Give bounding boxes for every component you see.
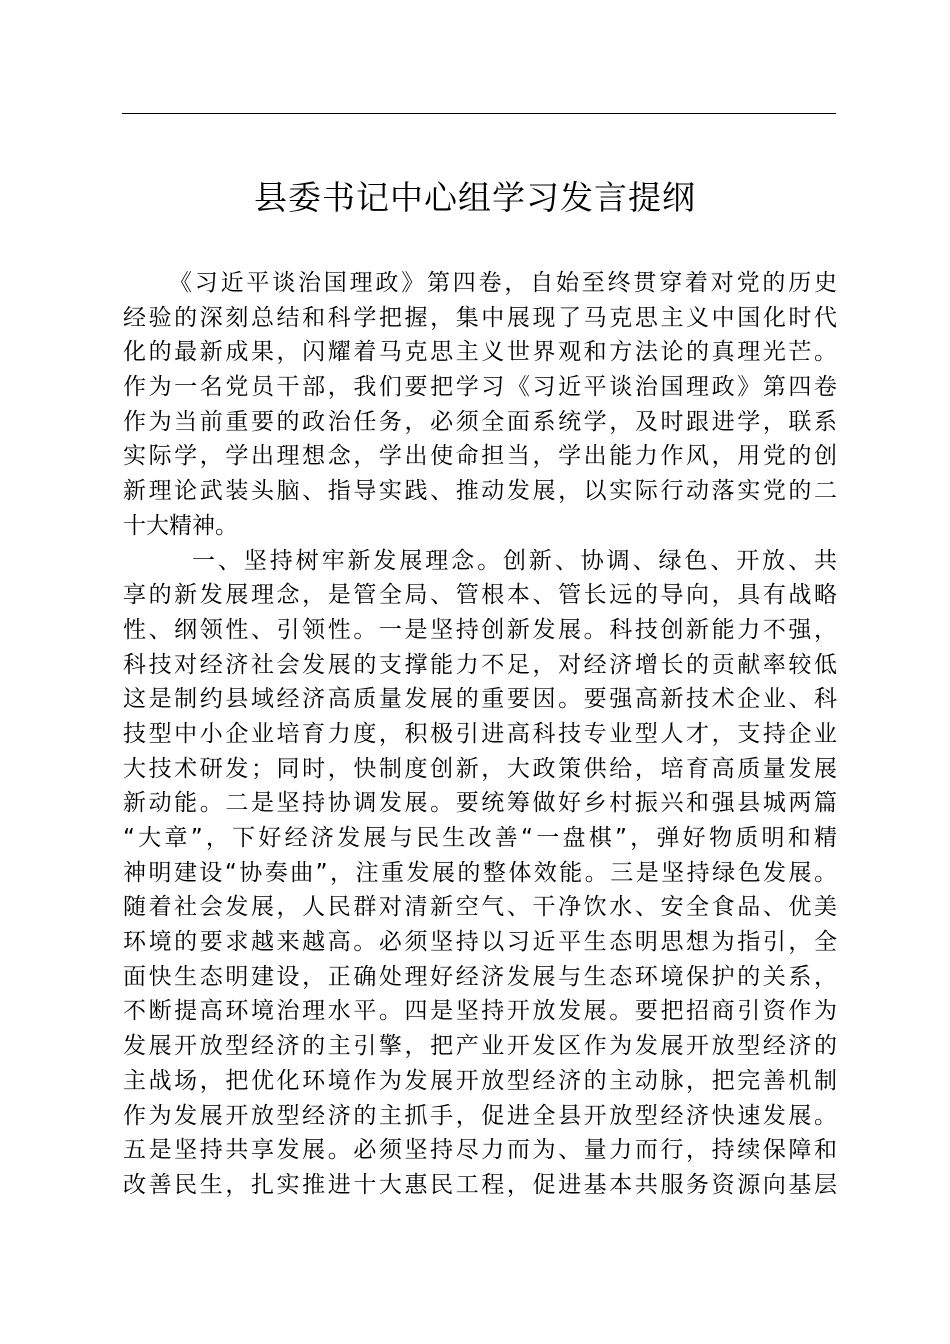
paragraph-line: 《习近平谈治国理政》第四卷，自始至终贯穿着对党的历史 <box>169 270 837 296</box>
paragraph-line: 化的最新成果，闪耀着马克思主义世界观和方法论的真理光芒。 <box>123 339 837 366</box>
paragraph-line: 改善民生，扎实推进十大惠民工程，促进基本共服务资源向基层 <box>123 1171 837 1198</box>
paragraph-line: 科技对经济社会发展的支撑能力不足，对经济增长的贡献率较低 <box>123 651 837 678</box>
paragraph-line: 作为当前重要的政治任务，必须全面系统学，及时跟进学，联系 <box>123 408 837 435</box>
paragraph-line: 作为一名党员干部，我们要把学习《习近平谈治国理政》第四卷 <box>123 374 837 401</box>
paragraph-line: 环境的要求越来越高。必须坚持以习近平生态明思想为指引，全 <box>123 929 837 956</box>
paragraph-line: 享的新发展理念，是管全局、管根本、管长远的导向，具有战略 <box>123 582 837 609</box>
paragraph-line: 五是坚持共享发展。必须坚持尽力而为、量力而行，持续保障和 <box>123 1137 837 1164</box>
paragraph-line: 面快生态明建设，正确处理好经济发展与生态环境保护的关系， <box>123 963 837 990</box>
paragraph-line: 发展开放型经济的主引擎，把产业开发区作为发展开放型经济的 <box>123 1033 837 1060</box>
header-rule <box>122 113 836 114</box>
paragraph-line: 新动能。二是坚持协调发展。要统筹做好乡村振兴和强县城两篇 <box>123 790 837 817</box>
paragraph-line: 不断提高环境治理水平。四是坚持开放发展。要把招商引资作为 <box>123 998 837 1025</box>
paragraph-line: 这是制约县域经济高质量发展的重要因。要强高新技术企业、科 <box>123 686 837 713</box>
paragraph-line: 新理论武装头脑、指导实践、推动发展，以实际行动落实党的二 <box>123 478 837 505</box>
paragraph-line: “大章”，下好经济发展与民生改善“一盘棋”，弹好物质明和精 <box>123 825 837 851</box>
paragraph-line: 主战场，把优化环境作为发展开放型经济的主动脉，把完善机制 <box>123 1067 837 1094</box>
document-body <box>123 266 837 1203</box>
paragraph-line: 大技术研发；同时，快制度创新，大政策供给，培育高质量发展 <box>123 755 837 782</box>
paragraph-line: 神明建设“协奏曲”，注重发展的整体效能。三是坚持绿色发展。 <box>123 859 837 886</box>
paragraph-line: 性、纲领性、引领性。一是坚持创新发展。科技创新能力不强， <box>123 616 837 643</box>
paragraph-line: 经验的深刻总结和科学把握，集中展现了马克思主义中国化时代 <box>123 304 837 331</box>
paragraph-line: 实际学，学出理想念，学出使命担当，学出能力作风，用党的创 <box>123 443 837 470</box>
paragraph-line: 作为发展开放型经济的主抓手，促进全县开放型经济快速发展。 <box>123 1102 837 1129</box>
paragraph-line: 技型中小企业培育力度，积极引进高科技专业型人才，支持企业 <box>123 720 837 747</box>
section-heading-line: 一、坚持树牢新发展理念。创新、协调、绿色、开放、共 <box>192 547 837 574</box>
paragraph-line: 随着社会发展，人民群对清新空气、干净饮水、安全食品、优美 <box>123 894 837 921</box>
document-title: 县委书记中心组学习发言提纲 <box>254 178 696 217</box>
paragraph-line: 十大精神。 <box>123 512 238 539</box>
